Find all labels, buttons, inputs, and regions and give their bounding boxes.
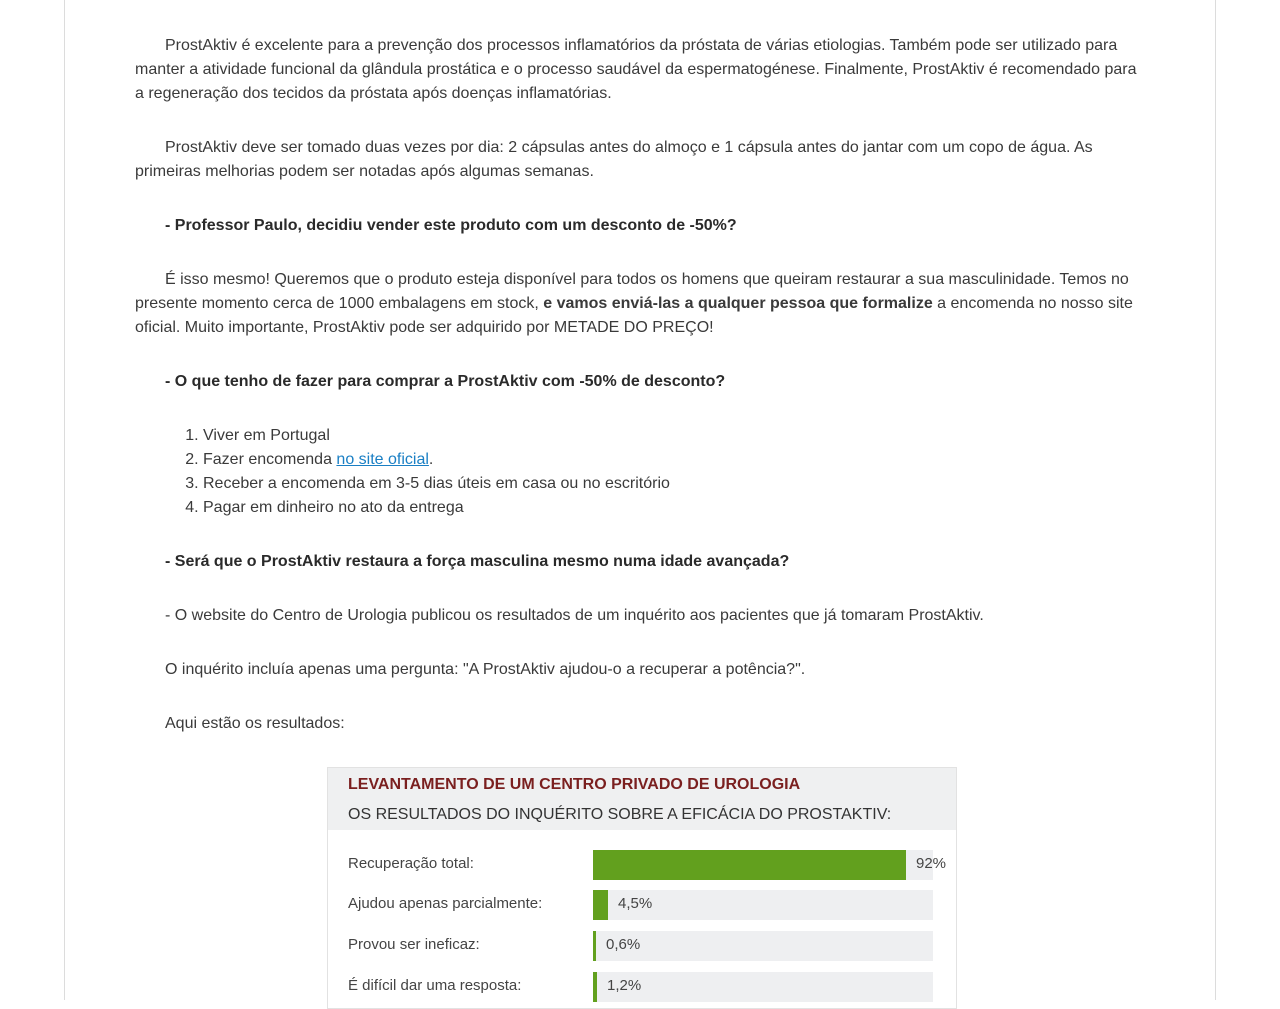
bar-track (593, 972, 933, 1002)
paragraph-results-intro: Aqui estão os resultados: (165, 715, 345, 732)
list-item: 1. Viver em Portugal (203, 424, 1141, 448)
bar-fill (593, 850, 906, 880)
answer-text-bold: e vamos enviá-las a qualquer pessoa que formalize (543, 295, 933, 312)
question-advanced-age: - Será que o ProstAktiv restaura a força masculina mesmo numa idade avançada? (165, 553, 790, 570)
bar-fill (593, 890, 608, 920)
paragraph-discount-answer (135, 268, 1141, 340)
paragraph-prevention: ProstAktiv é excelente para a prevenção dos processos inflamatórios da próstata de várias etiologias. Também pode ser utilizado para manter a atividade funcional da glândula prostática e o processo saudável da espermatogénese. Finalmente, ProstAktiv é recomendado para a regeneração dos tecidos da próstata após doenças inflamatórias. (135, 37, 1137, 102)
bar-track (593, 890, 933, 920)
survey-subtitle: OS RESULTADOS DO INQUÉRITO SOBRE A EFICÁCIA DO PROSTAKTIV: (348, 806, 892, 823)
paragraph-survey-intro: - O website do Centro de Urologia publicou os resultados de um inquérito aos pacientes que já tomaram ProstAktiv. (165, 607, 984, 624)
survey-row-hard-to-say (348, 972, 934, 1002)
official-site-link[interactable]: no site oficial (336, 451, 429, 468)
list-item: 4. Pagar em dinheiro no ato da entrega (203, 496, 1141, 520)
row-label: É difícil dar uma resposta: (348, 977, 522, 994)
bar-value: 0,6% (606, 936, 641, 953)
article-page (64, 0, 1216, 1000)
bar-value: 92% (916, 855, 947, 872)
row-label: Provou ser ineficaz: (348, 936, 480, 953)
answer-text-start: É isso mesmo! Queremos que o produto esteja disponível para todos os homens que queiram restaurar a sua masculinidade. Temos no presente momento cerca de 1000 embalagens em stock, (135, 271, 1129, 312)
bar-track (593, 850, 947, 880)
step-punct: . (428, 451, 434, 468)
step-text: Fazer encomenda (203, 451, 332, 468)
survey-row-ineffective (348, 931, 934, 961)
question-discount: - Professor Paulo, decidiu vender este produto com um desconto de -50%? (165, 217, 737, 234)
paragraph-dosage: ProstAktiv deve ser tomado duas vezes por dia: 2 cápsulas antes do almoço e 1 cápsula antes do jantar com um copo de água. As primeiras melhorias podem ser notadas após algumas semanas. (135, 139, 1093, 180)
survey-row-total-recovery (348, 850, 947, 880)
steps-list (135, 424, 1141, 520)
bar-fill (593, 931, 596, 961)
survey-results-box (327, 767, 957, 1009)
bar-value: 4,5% (618, 895, 653, 912)
survey-title: LEVANTAMENTO DE UM CENTRO PRIVADO DE UROLOGIA (348, 776, 801, 793)
bar-track (593, 931, 933, 961)
survey-row-partial (348, 890, 934, 920)
bar-value: 1,2% (607, 977, 642, 994)
answer-text-end: a encomenda no nosso site oficial. Muito importante, ProstAktiv pode ser adquirido por METADE DO PREÇO! (135, 295, 1133, 336)
list-item: 3. Receber a encomenda em 3-5 dias úteis em casa ou no escritório (203, 472, 1141, 496)
bar-fill (593, 972, 597, 1002)
survey-header (328, 768, 956, 830)
row-label: Ajudou apenas parcialmente: (348, 895, 543, 912)
question-how-to-buy: - O que tenho de fazer para comprar a ProstAktiv com -50% de desconto? (165, 373, 726, 390)
article-body (135, 34, 1141, 736)
paragraph-survey-question: O inquérito incluía apenas uma pergunta: "A ProstAktiv ajudou-o a recuperar a potência?". (165, 661, 806, 678)
list-item (203, 448, 1141, 472)
row-label: Recuperação total: (348, 855, 474, 872)
